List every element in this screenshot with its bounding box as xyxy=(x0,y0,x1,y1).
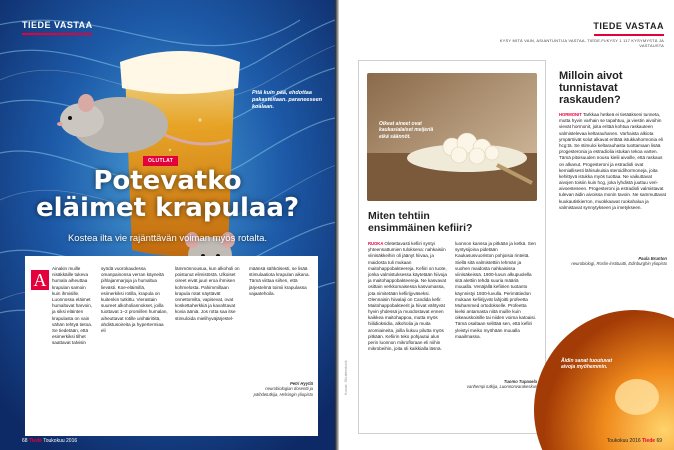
kefir-signature-name: Tuomo Tupasela xyxy=(503,379,537,384)
body-column-4: määnsä sähköisesti, se lisää stimulaatiota krapulan aikana. Tämä viittaa siihen, että järjestelmä toimii krapulassa vajaatehoila. xyxy=(249,266,310,296)
pregnancy-question-line-1: Milloin aivot xyxy=(559,70,623,82)
magazine-name-right: Tiede xyxy=(642,438,656,444)
body-column-3: lämmönnousua, kun alkoholi on poistunut elimistöstä. Ulkoiset oireet eivät juuri eroa ihmisen kohmelosta. Pahimmillaan krapula rotat näyttävät onnettomilta, vapisevat, ovat koskettaherkkiä ja kavahtavat kovia ääniä. Jos rotta saa itse stimuloida mielihyväjärjestel- xyxy=(175,266,240,321)
right-page xyxy=(339,0,674,450)
pregnancy-question xyxy=(559,70,623,106)
pregnancy-lead-label: HORMONIT xyxy=(559,112,583,117)
kefir-question-line-1: Miten tehtiin xyxy=(368,210,430,222)
left-page xyxy=(0,0,335,450)
pregnancy-text-body: Tarkkaa hetkeä ei tietääkseni tunneta, mutta hyvin varhain se tapahtuu, ja viestin aivoihin vievät hormonit, joita eritää kohtua raskauteen valmistelevaa keltarauhanen. Varhaista alkiota ympäröivät solut alkavat erittää istukkahormonia eli hcg:tä. Se stimuloi keltarauhasta tuottamaan lisää progesteronia ja estradiolia istukan tekoa varten. Tämä pitoisuuden nousu kielii aivoille, että raskaus on alkanut. Progesteroni ja estradioli ovat kemiallisesti lähisukuisia steroidihormoneja, joita kehittyvä istukka myös tuottaa. Ne vaikuttavat aivojen toisiin kuin hcg, joka lyhdistä juuttuu veri-aivoesteseen. Progesteroni ja estradioli valmistavat tulevan äidin aivoissa monin tavoin. Ne sammuttavat kuukautiskierron, muokkaavat ruokahalua ja valmistavat synnytykseen ja imetykseen. xyxy=(559,112,666,210)
body-column-2: syödä vuorokaudessa omanpainonsa verran käyneitä pihlajanmarjoja ja humaltua lievästi. Koe-eläimillä, esimerkiksi rotilla, krapula on kuitenkin tutkittu. Vierastain suureet alkoholiannokset, joilla tuottavat 1–2 promillen humalan, aiheuttavat rotille unihäiriöitä, ahdistusoireita ja hypertermiaa eli xyxy=(101,266,168,333)
pregnancy-signature-name: Paula Brunton xyxy=(638,256,667,261)
kefir-question-line-2: ensimmäinen kefiiri? xyxy=(368,221,473,234)
page-number: 68 xyxy=(22,438,28,444)
kefir-lead-label: RUOKA xyxy=(368,241,385,246)
headline-line-2: eläimet krapulaa? xyxy=(35,193,300,224)
body-column-1: Ainakin muille nisäkkäille tukeva humala aiheuttaa krapulan samoin kuin ihmisille. Luonnossa eläimet humaltuvat harvoin, ja siksi eläinten krapulasta on vain vähän tehtyä tietoa. Se tiedetään, että esimerkiksi tilhet saattavat talvisin xyxy=(52,266,93,346)
issue-date: Toukokuu 2016 xyxy=(43,438,78,444)
section-label: TIEDE VASTAA xyxy=(22,20,93,35)
kefir-column-1-text: Oletettavasti kefiiri syntyi yhteensattumien tuloksena: nahkaisiin viinisäkkeihin oli jäänyt hiivaa, ja maidosta tuli mukaan maitohappobakteereja. Kefiiri on tuote, jonka valmistuksessa käytetään hiivoja ja maitohappobakteereja. Ne kasvavat osittain verkkomaisessa kasvumassa, jota nimitetään kefiirijyväseksi. Olennaisin hiivalaji on Candida kefir. Maitohappobakteerit ja hiivat vähtyvät hyvin yhdessä ja muodostavat ennen kaikkea maitohappoa, mutta myös hiilidioksidia, alkoholia ja muita aromiaineita, joilla liukuu pilutta myös pitkään. Kefiirin teko pohjautui alun perin luonnon mikrofloraan eli niihin mikrobeihin, joita oli kaikkialla läsnä. xyxy=(368,241,447,352)
pregnancy-signature-role: neurobiologi, Roslin-instituutti, Edinburghin yliopisto xyxy=(571,261,667,267)
kefir-column-1 xyxy=(368,241,448,352)
issue-date-right: Toukokuu 2016 xyxy=(606,438,641,444)
kefir-article xyxy=(358,60,546,434)
signature-role: neurobiologian dosentti ja päihdetutkija, Helsingin yliopisto xyxy=(253,386,313,397)
magazine-name: Tiede xyxy=(28,438,42,444)
embryo-caption: Äidin sanat tuoutuvat aivoja myöhemmin. xyxy=(561,358,613,371)
kefir-column-2: luonnon kanssa ja pitkään ja ketkä. Sen syntysijoina pidetään Kaukasusvuoriston pohjoisia rinteitä. Siellä sitä valmistettiin lehmän ja vuohen maidosta nahkaisissa viinisäkeissä. 1900-luvun alkupuolella sitä alettiin tehdä suuria määriä muualla. Venäjällä kefiirien tuotanto käynnistyi 1930-luvulla. Perimätiedon mukaan kefiirijyvät lahjoitti profeetta Muhammed ortodokselle. Profeetta kielsi antamasta niitä muille kuin oikeauskoisille tai niiden voima katoaisi. Tämä osaltaan selittää sen, että kefiiri yleistyi meiko myöhään muualla maailmassa. xyxy=(455,241,536,339)
page-number-right: 69 xyxy=(656,438,662,444)
signature-name: Petri Hyytiä xyxy=(289,381,313,386)
pregnancy-question-line-2: tunnistavat xyxy=(559,82,618,95)
signature xyxy=(249,381,313,397)
photo-credit: Kuvat: Shutterstock xyxy=(343,360,348,395)
kefir-caption: Oikeat aineet ovat kaukasialaiset meijeriä eikä säännöt. xyxy=(379,121,434,140)
body-column-1a xyxy=(52,266,95,346)
kefir-question xyxy=(368,211,472,234)
section-label-right: TIEDE VASTAA xyxy=(593,21,664,36)
headline xyxy=(0,168,335,223)
category-badge: OLUTLAT xyxy=(143,156,178,166)
headline-line-1: Potevatko xyxy=(93,166,242,196)
dropcap: A xyxy=(31,270,49,290)
page-footer-right xyxy=(607,438,662,444)
pregnancy-text xyxy=(559,112,667,211)
page-footer-left xyxy=(22,438,77,444)
article-body xyxy=(25,256,318,436)
kefir-signature-role: vanhempi tutkija, Luonnonvarakeskus xyxy=(466,384,537,390)
pregnancy-signature xyxy=(559,256,667,267)
section-subtitle: KYSY MITÄ VAIN, ASIANTUNTIJA VASTAA. TIEDE.FI/KYSY 1 117 KYSYMYSTÄ JA VASTAUSTA xyxy=(499,38,664,48)
photo-caption: Pitä kuin pää, ehdottaa pakasteitaan. paraneeseen koalaan. xyxy=(252,90,323,110)
pregnancy-question-line-3: raskauden? xyxy=(559,94,621,107)
deck-text: Kostea ilta vie rajänttävän voiman myös rotalta. xyxy=(67,233,268,244)
